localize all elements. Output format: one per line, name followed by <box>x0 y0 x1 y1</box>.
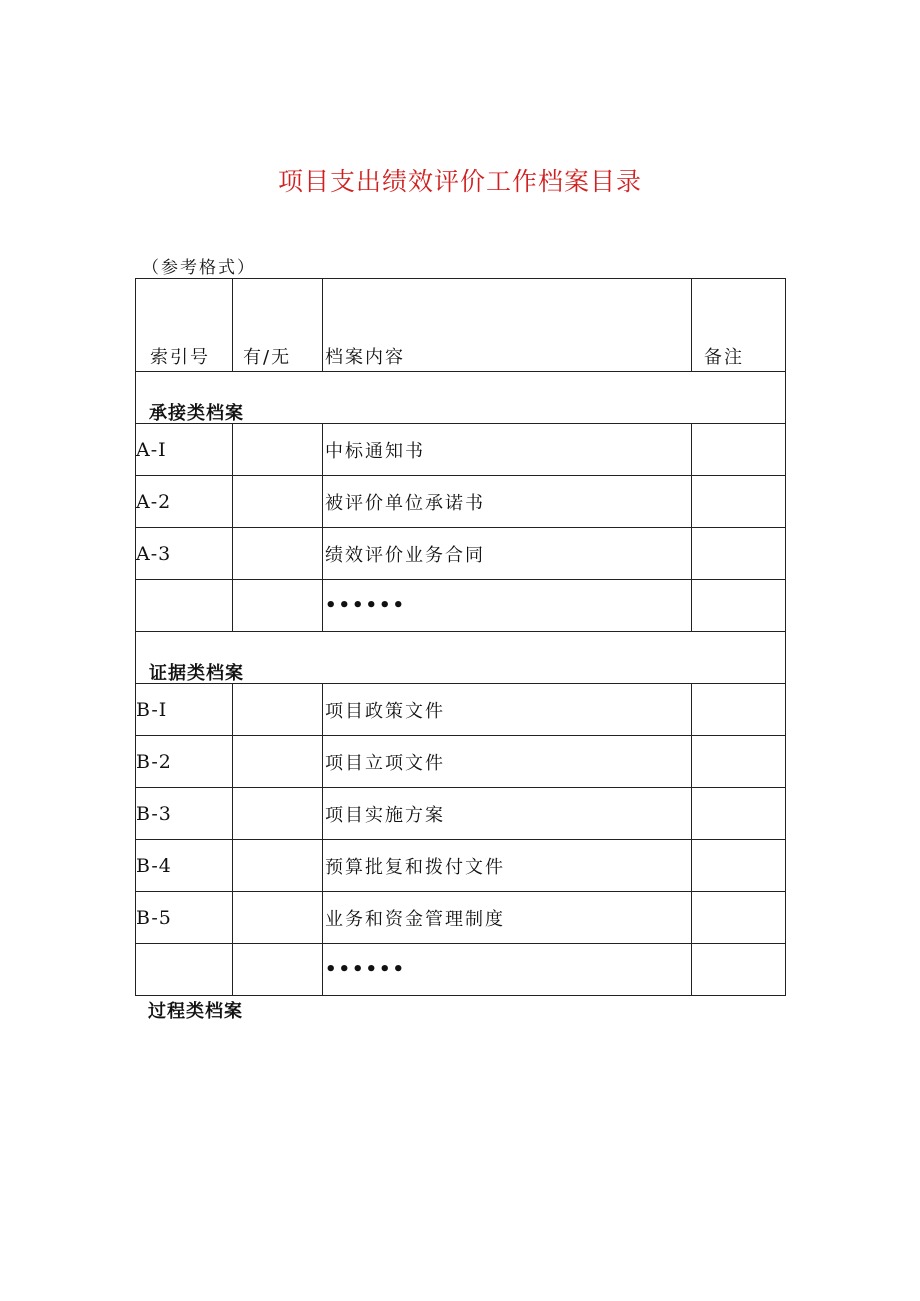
row-content: 被评价单位承诺书 <box>323 476 692 528</box>
row-remark <box>692 684 786 736</box>
row-remark <box>692 528 786 580</box>
table-row <box>136 684 786 736</box>
table-row <box>136 944 786 996</box>
section-label-a-text: 承接类档案 <box>149 403 244 424</box>
section-label-a <box>136 372 786 424</box>
table-row <box>136 736 786 788</box>
table-header-row <box>136 279 786 372</box>
row-index: B-3 <box>136 788 233 840</box>
header-remark: 备注 <box>692 279 786 372</box>
row-index: A-2 <box>136 476 233 528</box>
row-content: 预算批复和拨付文件 <box>323 840 692 892</box>
row-index <box>136 580 233 632</box>
row-has <box>233 528 323 580</box>
section-label-b <box>136 632 786 684</box>
row-content: 中标通知书 <box>323 424 692 476</box>
row-content: 项目立项文件 <box>323 736 692 788</box>
table-row <box>136 840 786 892</box>
table-row <box>136 528 786 580</box>
row-has <box>233 788 323 840</box>
row-content-ellipsis: •••••• <box>323 944 692 996</box>
row-remark <box>692 736 786 788</box>
row-has <box>233 736 323 788</box>
section-row-b <box>136 632 786 684</box>
table-row <box>136 892 786 944</box>
format-note: （参考格式） <box>142 258 256 278</box>
header-has: 有/无 <box>233 279 323 372</box>
row-index: B-I <box>136 684 233 736</box>
row-has <box>233 684 323 736</box>
row-has <box>233 424 323 476</box>
section-row-a <box>136 372 786 424</box>
row-content: 项目实施方案 <box>323 788 692 840</box>
row-content-ellipsis: •••••• <box>323 580 692 632</box>
row-remark <box>692 476 786 528</box>
row-content: 业务和资金管理制度 <box>323 892 692 944</box>
row-index: B-2 <box>136 736 233 788</box>
row-remark <box>692 580 786 632</box>
row-has <box>233 476 323 528</box>
row-index: B-4 <box>136 840 233 892</box>
row-content: 项目政策文件 <box>323 684 692 736</box>
header-content: 档案内容 <box>323 279 692 372</box>
section-label-c: 过程类档案 <box>148 1001 243 1022</box>
row-remark <box>692 424 786 476</box>
row-remark <box>692 944 786 996</box>
row-content: 绩效评价业务合同 <box>323 528 692 580</box>
row-index: A-I <box>136 424 233 476</box>
row-has <box>233 580 323 632</box>
document-title: 项目支出绩效评价工作档案目录 <box>277 167 642 196</box>
table-row <box>136 476 786 528</box>
row-has <box>233 944 323 996</box>
table-row <box>136 424 786 476</box>
row-has <box>233 892 323 944</box>
row-remark <box>692 892 786 944</box>
row-index <box>136 944 233 996</box>
row-remark <box>692 840 786 892</box>
row-has <box>233 840 323 892</box>
row-index: B-5 <box>136 892 233 944</box>
table-row <box>136 580 786 632</box>
section-label-b-text: 证据类档案 <box>149 663 244 684</box>
row-index: A-3 <box>136 528 233 580</box>
archive-table <box>135 278 786 996</box>
row-remark <box>692 788 786 840</box>
table-row <box>136 788 786 840</box>
header-index: 索引号 <box>136 279 233 372</box>
